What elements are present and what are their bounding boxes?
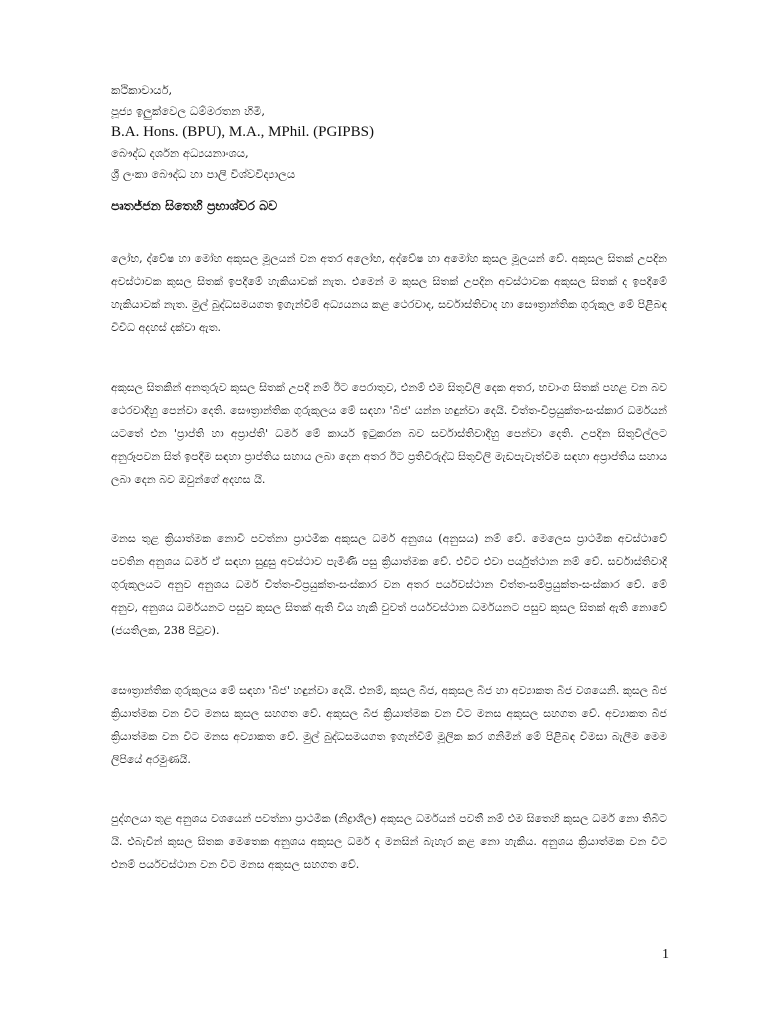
paragraph-1: ලෝභ, ද්වේෂ හා මෝහ අකුසල මූලයන් වන අතර අලෝභ, අද්වේෂ හා අමෝහ කුසල මූලයන් වේ. අකුසල සිතක් උපදින අවස්ථාවක කුසල සිතක් ඉපදීමේ හැකියාවක් නැත. එමෙන් ම කුසල සිතක් උපදින අවස්ථාවක අකුසල සිතක් ද ඉපදීමේ හැකියාවක් නැත. මුල් බුද්ධසමයගත ඉගැන්වීම් අධ්‍යයනය කළ ථෙරවාද, සර්වාස්තිවාද හා සෞත්‍රාන්තික ගුරුකුල මේ පිළිබඳ විවිධ අදහස් දක්වා ඇත.: [111, 252, 667, 335]
page-number: 1: [662, 947, 669, 962]
author-designation: කථිකාචාර්ය,: [111, 83, 173, 97]
author-block: [111, 80, 711, 185]
author-department: බෞද්ධ දර්ශන අධ්‍යයනාංශය,: [111, 146, 249, 160]
author-university: ශ්‍රී ලංකා බෞද්ධ හා පාලි විශ්වවිද්‍යාලය: [111, 167, 296, 181]
paragraph-5: පුද්ගලයා තුළ අනුශය වශයෙන් පවත්නා ප්‍රාථමික (නිද්‍රාශීල) අකුසල ධර්මයන් පවතී නම් එම සිතෙහි කුසල ධර්ම නො තිබිට යි. එබැවින් කුසල සිතක මෙතෙක අනුශය අකුසල ධර්ම ද මනසින් බැහැර කළ නො හැකිය. අනුශය ක්‍රියාත්මක වන විට එනම් පර්යවස්ථාන වන විට මනස අකුසල සහගත වේ.: [111, 812, 667, 872]
author-name: පූජ්‍ය ඉලුක්වෙල ධම්මරතන හිමි,: [111, 104, 266, 118]
author-qualifications: B.A. Hons. (BPU), M.A., MPhil. (PGIPBS): [111, 124, 374, 140]
paragraph-4: සෞත්‍රාන්තික ගුරුකුලය මේ සඳහා 'බීජ' හඳුන්වා දෙයි. එනම්, කුසල බීජ, අකුසල බීජ හා අව්‍යාකත බීජ වශයෙනි. කුසල බීජ ක්‍රියාත්මක වන විට මනස කුසල සහගත වේ. අකුසල බීජ ක්‍රියාත්මක වන විට මනස අකුසල සහගත වේ. අව්‍යාකත බීජ ක්‍රියාත්මක වන විට මනස අව්‍යාකත වේ. මුල් බුද්ධසමයගත ඉගැන්වීම් මූලික කර ගනිමින් මේ පිළිබඳ විමසා බැලීම මෙම ලිපියේ අරමුණයි.: [111, 684, 667, 767]
article-title: පෘතජ්ජන සිතෙහි ප්‍රභාශ්වර බව: [111, 198, 278, 213]
paragraph-3: මනස තුළ ක්‍රියාත්මක නොවී පවත්නා ප්‍රාථමික අකුසල ධර්ම අනුශය (අනුසය) නම් වේ. මෙලෙස ප්‍රාථමික අවස්ථාවේ පවතින අනුශය ධර්ම ඒ සඳහා සුදුසු අවස්ථාව පැමිණි පසු ක්‍රියාත්මක වේ. එවිට එවා පර්යුත්ථාන නම් වේ. සර්වාස්තිවාදී ගුරුකුලයට අනුව අනුශය ධර්ම චිත්ත-විප්‍රයුක්ත-සංස්කාර වන අතර පර්යවස්ථාන චිත්ත-සම්ප්‍රයුක්ත-සංස්කාර වේ. මේ අනුව, අනුශය ධර්මයනට පසුව කුසල සිතක් ඇති විය හැකි වුවත් පර්යවස්ථාන ධර්මයනට පසුව කුසල සිතක් ඇති නොවේ (ජයතිලක, 238 පිටුව).: [111, 532, 667, 638]
paragraph-2: අකුසල සිතකින් අනතුරුව කුසල සිතක් උපදී නම් ඊට පෙරාතුව, එනම් එම සිතුවිලි දෙක අතර, භවාංග සිතක් පහළ වන බව ථෙරවාදීහු පෙන්වා දෙති. සෞත්‍රාන්තික ගුරුකුලය මේ සඳහා 'බීජ' යන්න හඳුන්වා දෙයි. චිත්ත-විප්‍රයුක්ත-සංස්කාර ධර්මයන් යටතේ එන 'ප්‍රාප්ති හා අප්‍රාප්ති' ධර්ම මේ කාර්ය ඉටුකරන බව සර්වාස්තිවාදීහු පෙන්වා දෙති. උපදින සිතුවිල්ලට අනුරූපවන සිත් ඉපදීම සඳහා ප්‍රාප්තිය සහාය ලබා දෙන අතර ඊට ප්‍රතිවිරුද්ධ සිතුවිලි මැඩපැවැත්වීම සඳහා අප්‍රාප්තිය සහාය ලබා දෙන බව ඔවුන්ගේ අදහස යි.: [111, 381, 667, 487]
